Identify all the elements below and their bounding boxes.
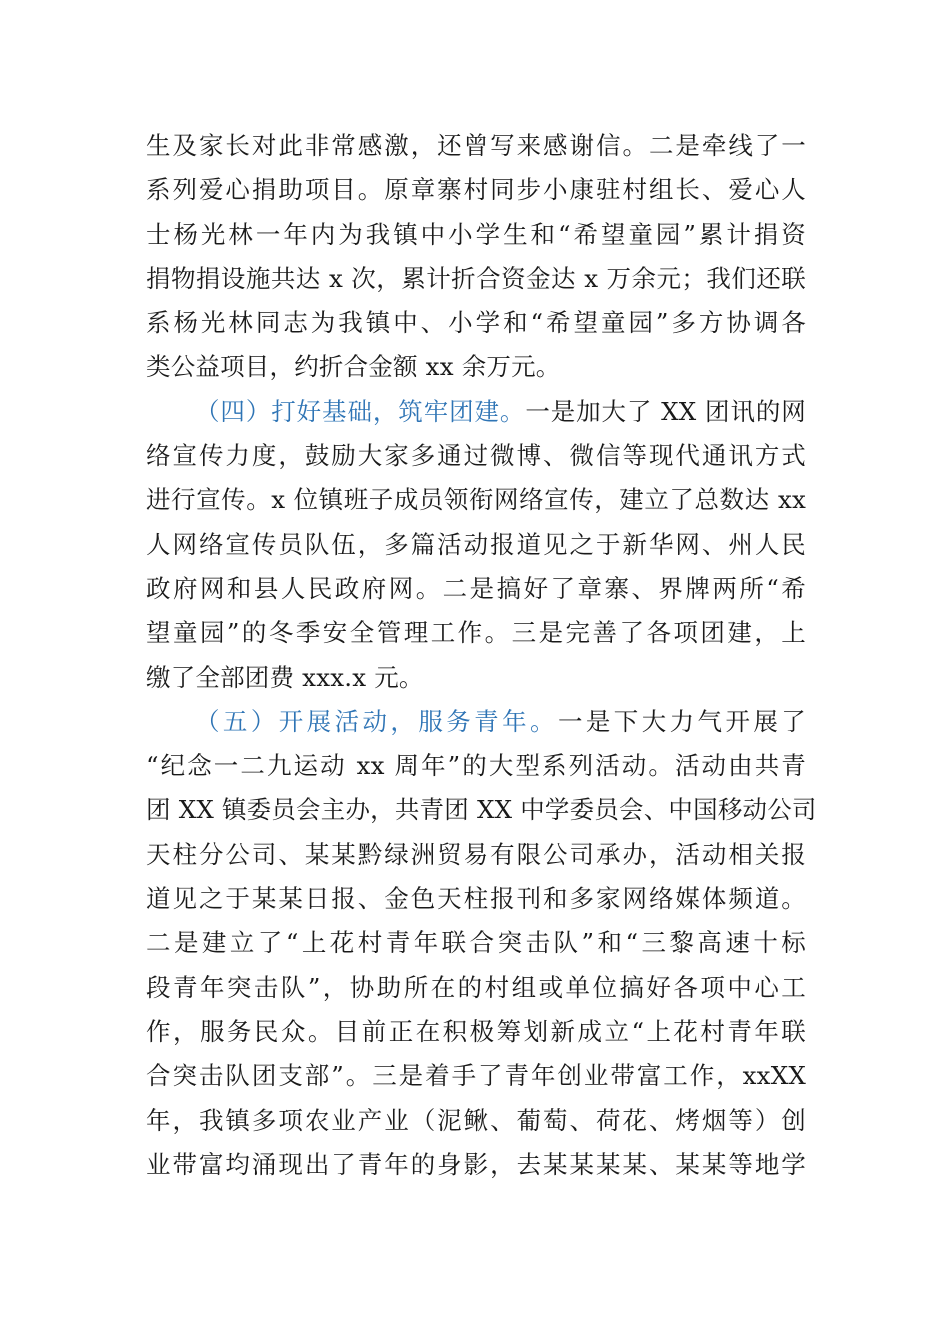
- text-line: 作，服务民众。目前正在积极筹划新成立“上花村青年联: [146, 1016, 806, 1046]
- text-line: 年，我镇多项农业产业（泥鳅、葡萄、荷花、烤烟等）创: [146, 1105, 806, 1135]
- text-run: 一是下大力气开展了: [557, 706, 806, 736]
- section-heading: （五）开展活动，服务青年。: [195, 706, 558, 736]
- text-line: 团 XX 镇委员会主办，共青团 XX 中学委员会、中国移动公司: [146, 795, 817, 825]
- text-line: 系杨光林同志为我镇中、小学和“希望童园”多方协调各: [146, 308, 806, 338]
- text-line: 人网络宣传员队伍，多篇活动报道见之于新华网、州人民: [146, 529, 806, 559]
- text-line: 生及家长对此非常感激，还曾写来感谢信。二是牵线了一: [146, 131, 806, 160]
- text-line: 类公益项目，约折合金额 xx 余万元。: [146, 352, 561, 382]
- text-line: 合突击队团支部”。三是着手了青年创业带富工作，xxXX: [146, 1061, 806, 1091]
- document-body: [146, 124, 817, 1187]
- text-line: 系列爱心捐助项目。原章寨村同步小康驻村组长、爱心人: [146, 175, 806, 205]
- paragraph-3: [146, 700, 817, 1187]
- text-line: 二是建立了“上花村青年联合突击队”和“三黎高速十标: [146, 928, 806, 958]
- paragraph-1: [146, 124, 806, 390]
- text-line: 天柱分公司、某某黔绿洲贸易有限公司承办，活动相关报: [146, 839, 806, 869]
- text-line: 业带富均涌现出了青年的身影，去某某某某、某某等地学: [146, 1149, 806, 1179]
- paragraph-first-line: [146, 700, 806, 744]
- text-line: 政府网和县人民政府网。二是搞好了章寨、界牌两所“希: [146, 573, 806, 603]
- text-line: 士杨光林一年内为我镇中小学生和“希望童园”累计捐资: [146, 219, 806, 249]
- text-line: 捐物捐设施共达 x 次，累计折合资金达 x 万余元；我们还联: [146, 263, 806, 293]
- paragraph-first-line: [146, 390, 806, 434]
- text-run: 一是加大了 XX 团讯的网: [525, 396, 806, 426]
- text-line: “纪念一二九运动 xx 周年”的大型系列活动。活动由共青: [146, 751, 806, 781]
- text-line: 络宣传力度，鼓励大家多通过微博、微信等现代通讯方式: [146, 441, 806, 471]
- text-line: 望童园”的冬季安全管理工作。三是完善了各项团建，上: [146, 618, 806, 648]
- section-heading: （四）打好基础，筑牢团建。: [195, 396, 526, 426]
- text-line: 缴了全部团费 xxx.x 元。: [146, 662, 424, 692]
- text-line: 道见之于某某日报、金色天柱报刊和多家网络媒体频道。: [146, 884, 806, 914]
- text-line: 段青年突击队”，协助所在的村组或单位搞好各项中心工: [146, 972, 806, 1002]
- paragraph-2: [146, 390, 806, 700]
- text-line: 进行宣传。x 位镇班子成员领衔网络宣传，建立了总数达 xx: [146, 485, 806, 515]
